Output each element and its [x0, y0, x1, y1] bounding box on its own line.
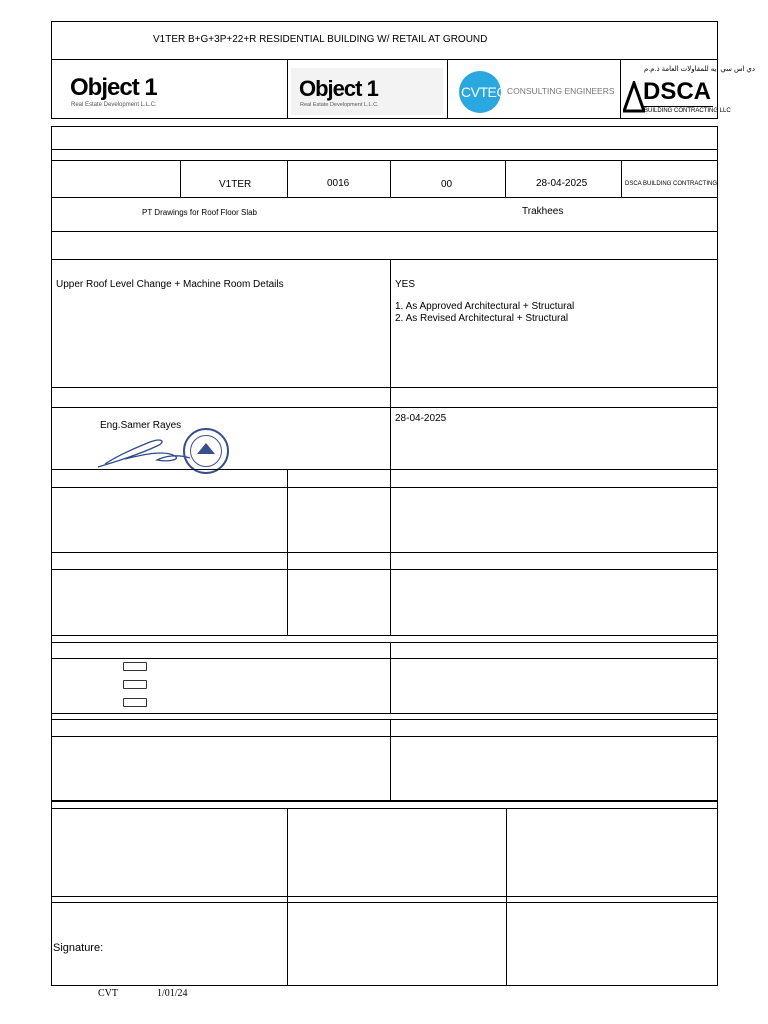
contractor-name: DSCA BUILDING CONTRACTING — [625, 181, 718, 187]
status-checkbox-1[interactable] — [123, 662, 147, 671]
form-code: CVT — [98, 988, 118, 999]
dsca-triangle-icon — [623, 81, 645, 113]
subject-text: PT Drawings for Roof Floor Slab — [142, 208, 258, 217]
submittal-date: 28-04-2025 — [536, 178, 588, 189]
approval-item: 2. As Revised Architectural + Structural — [395, 313, 569, 324]
cvtec-logo: CVTEC CONSULTING ENGINEERS — [458, 70, 618, 114]
status-checkbox-3[interactable] — [123, 698, 147, 707]
signature-label: Signature: — [53, 942, 104, 954]
form-version: 1/01/24 — [157, 988, 188, 999]
engineer-name: Eng.Samer Rayes — [100, 420, 182, 431]
handwritten-signature — [95, 434, 195, 474]
stamp-triangle-icon — [196, 442, 216, 456]
dsca-logo: دي اس سي ايه للمقاولات العامة ذ.م.م DSCA BUILDING CONTRACTING LLC — [622, 61, 717, 118]
approval-item: 1. As Approved Architectural + Structural — [395, 301, 575, 312]
revision-number: 00 — [441, 179, 453, 190]
signature-grid — [51, 801, 718, 986]
object1-logo-secondary: Object 1 Real Estate Development L.L.C. — [291, 68, 443, 115]
approval-status: YES — [395, 279, 416, 290]
submittal-number: 0016 — [327, 178, 350, 189]
signatory-date: 28-04-2025 — [395, 413, 447, 424]
description-text: Upper Roof Level Change + Machine Room Details — [56, 279, 284, 290]
document-title: V1TER B+G+3P+22+R RESIDENTIAL BUILDING W/ RETAIL AT GROUND — [153, 34, 488, 45]
company-stamp — [183, 428, 229, 474]
authority-text: Trakhees — [522, 206, 564, 217]
project-code: V1TER — [219, 179, 252, 190]
object1-logo-primary: Object 1 Real Estate Development L.L.C. — [70, 74, 157, 108]
status-checkbox-2[interactable] — [123, 680, 147, 689]
